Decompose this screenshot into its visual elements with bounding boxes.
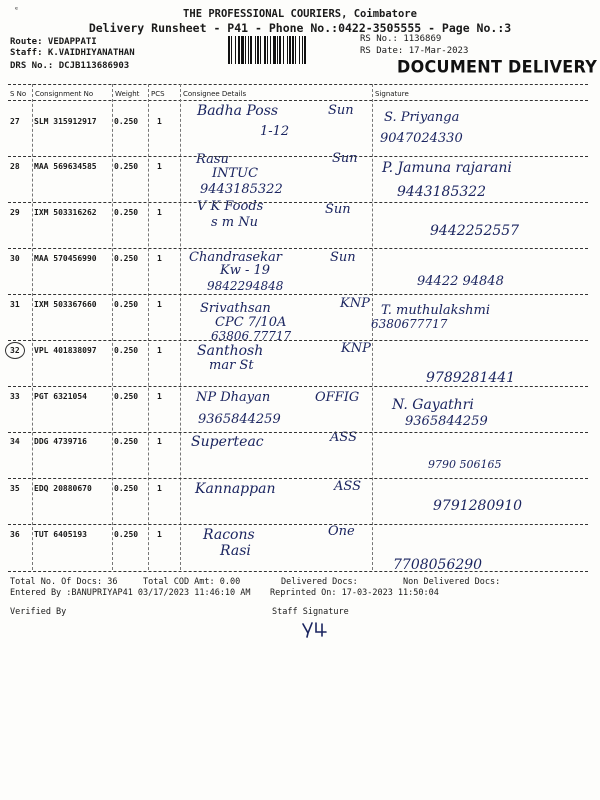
row-weight: 0.250 — [114, 254, 139, 263]
row-weight: 0.250 — [114, 346, 139, 355]
runsheet-subtitle: Delivery Runsheet - P41 - Phone No.:0422-3505555 - Page No.:3 — [88, 21, 512, 35]
row-consignee-handwriting: Racons — [203, 527, 255, 543]
row-signature-handwriting: 9790 506165 — [428, 458, 502, 471]
non-delivered-docs: Non Delivered Docs: — [403, 577, 501, 587]
col-pcs: PCS — [151, 90, 165, 98]
row-pcs: 1 — [157, 208, 162, 217]
row-separator — [8, 478, 588, 479]
row-consignment-number: MAA 570456990 — [34, 254, 97, 263]
row-separator — [8, 386, 588, 387]
row-consignment-number: PGT 6321054 — [34, 392, 87, 401]
row-pcs: 1 — [157, 254, 162, 263]
total-cod: Total COD Amt: 0.00 — [143, 577, 241, 587]
row-weight: 0.250 — [114, 437, 139, 446]
row-serial-number: 32 — [10, 346, 20, 355]
row-serial-number: 34 — [10, 437, 20, 446]
row-serial-number: 35 — [10, 484, 20, 493]
row-consignment-number: IXM 503316262 — [34, 208, 97, 217]
row-consignee-handwriting: Superteac — [191, 434, 264, 450]
row-consignee-handwriting: CPC 7/10A — [215, 315, 287, 330]
staff: Staff: K.VAIDHIYANATHAN — [10, 48, 135, 58]
row-signature-handwriting: 9791280910 — [433, 498, 523, 514]
row-consignee-handwriting: KNP — [341, 341, 371, 356]
col-consignee: Consignee Details — [183, 90, 247, 98]
total-docs: Total No. Of Docs: 36 — [10, 577, 118, 587]
row-consignee-handwriting: 1-12 — [260, 124, 290, 139]
company-title: THE PROFESSIONAL COURIERS, Coimbatore — [183, 8, 417, 20]
row-consignee-handwriting: Kannappan — [195, 481, 276, 497]
row-signature-handwriting: S. Priyanga — [384, 110, 460, 125]
rs-date: RS Date: 17-Mar-2023 — [360, 46, 469, 56]
row-consignee-handwriting: INTUC — [212, 166, 259, 181]
row-serial-number: 31 — [10, 300, 20, 309]
row-separator — [8, 202, 588, 203]
row-weight: 0.250 — [114, 484, 139, 493]
delivered-docs: Delivered Docs: — [281, 577, 358, 587]
barcode — [228, 36, 354, 64]
row-serial-number: 33 — [10, 392, 20, 401]
rs-number: RS No.: 1136869 — [360, 34, 442, 44]
row-pcs: 1 — [157, 392, 162, 401]
row-consignee-handwriting: Kw - 19 — [220, 263, 271, 278]
row-consignment-number: VPL 401838097 — [34, 346, 97, 355]
col-consignment: Consignment No — [35, 90, 94, 98]
col-sno: S No — [10, 90, 27, 98]
row-signature-handwriting: 9789281441 — [426, 370, 516, 386]
row-separator — [8, 340, 588, 341]
row-signature-handwriting: 9443185322 — [397, 184, 487, 200]
staff-signature-label: Staff Signature — [272, 607, 349, 617]
row-consignment-number: MAA 569634585 — [34, 162, 97, 171]
row-separator — [8, 432, 588, 433]
row-consignee-handwriting: ASS — [334, 479, 361, 494]
row-consignee-handwriting: s m Nu — [211, 215, 259, 230]
row-consignee-handwriting: NP Dhayan — [196, 390, 271, 405]
row-weight: 0.250 — [114, 117, 139, 126]
row-signature-handwriting: T. muthulakshmi — [381, 303, 491, 318]
staff-signature-initials — [300, 620, 334, 638]
row-pcs: 1 — [157, 300, 162, 309]
row-pcs: 1 — [157, 530, 162, 539]
row-consignee-handwriting: Badha Poss — [197, 103, 279, 119]
row-consignee-handwriting: Sun — [330, 250, 356, 265]
row-consignee-handwriting: Sun — [332, 151, 358, 166]
row-consignee-handwriting: OFFIG — [315, 390, 360, 405]
row-consignee-handwriting: Santhosh — [197, 343, 264, 359]
row-consignee-handwriting: 9842294848 — [207, 279, 284, 293]
row-serial-number: 28 — [10, 162, 20, 171]
row-consignee-handwriting: V K Foods — [197, 199, 264, 214]
row-consignee-handwriting: One — [328, 524, 355, 539]
row-pcs: 1 — [157, 437, 162, 446]
row-separator — [8, 156, 588, 157]
row-pcs: 1 — [157, 162, 162, 171]
row-signature-handwriting: 9365844259 — [405, 414, 488, 429]
verified-by: Verified By — [10, 607, 67, 617]
corner-mark: ᵉ — [14, 5, 19, 14]
row-serial-number: 30 — [10, 254, 20, 263]
row-weight: 0.250 — [114, 300, 139, 309]
reprinted-on: Reprinted On: 17-03-2023 11:50:04 — [270, 588, 439, 598]
row-weight: 0.250 — [114, 392, 139, 401]
drs-number: DRS No.: DCJB113686903 — [10, 61, 130, 71]
circled-row-mark — [5, 342, 25, 359]
row-consignee-handwriting: mar St — [209, 358, 254, 373]
row-consignee-handwriting: 63806 77717 — [211, 329, 292, 343]
row-signature-handwriting: N. Gayathri — [392, 397, 474, 413]
row-signature-handwriting: 9047024330 — [380, 131, 463, 146]
entered-by: Entered By :BANUPRIYAP41 03/17/2023 11:46:10 AM — [10, 588, 251, 598]
row-consignment-number: TUT 6405193 — [34, 530, 87, 539]
row-signature-handwriting: P. Jamuna rajarani — [382, 160, 512, 176]
row-consignee-handwriting: 9443185322 — [200, 182, 283, 197]
row-consignee-handwriting: KNP — [340, 296, 370, 311]
row-consignee-handwriting: Rasi — [220, 543, 251, 559]
row-separator — [8, 248, 588, 249]
row-consignee-handwriting: Sun — [328, 103, 354, 118]
row-weight: 0.250 — [114, 530, 139, 539]
row-consignee-handwriting: Srivathsan — [200, 301, 271, 316]
row-consignment-number: EDQ 20880670 — [34, 484, 92, 493]
row-serial-number: 27 — [10, 117, 20, 126]
row-signature-handwriting: 94422 94848 — [417, 274, 504, 289]
document-delivery-stamp: DOCUMENT DELIVERY — [397, 56, 598, 77]
row-consignment-number: IXM 503367660 — [34, 300, 97, 309]
row-separator — [8, 294, 588, 295]
row-weight: 0.250 — [114, 208, 139, 217]
row-consignee-handwriting: Rasu — [196, 152, 229, 167]
row-consignment-number: DDG 4739716 — [34, 437, 87, 446]
row-serial-number: 36 — [10, 530, 20, 539]
col-weight: Weight — [115, 90, 140, 98]
row-signature-handwriting: 7708056290 — [393, 557, 483, 573]
row-consignee-handwriting: Chandrasekar — [189, 250, 282, 265]
row-signature-handwriting: 9442252557 — [430, 223, 520, 239]
row-pcs: 1 — [157, 484, 162, 493]
row-consignee-handwriting: ASS — [330, 430, 357, 445]
route: Route: VEDAPPATI — [10, 37, 97, 47]
row-signature-handwriting: 6380677717 — [371, 317, 448, 331]
row-separator — [8, 524, 588, 525]
row-consignee-handwriting: 9365844259 — [198, 412, 281, 427]
row-pcs: 1 — [157, 117, 162, 126]
row-pcs: 1 — [157, 346, 162, 355]
row-weight: 0.250 — [114, 162, 139, 171]
col-signature: Signature — [375, 90, 409, 98]
row-consignee-handwriting: Sun — [325, 202, 351, 217]
row-consignment-number: SLM 315912917 — [34, 117, 97, 126]
row-serial-number: 29 — [10, 208, 20, 217]
